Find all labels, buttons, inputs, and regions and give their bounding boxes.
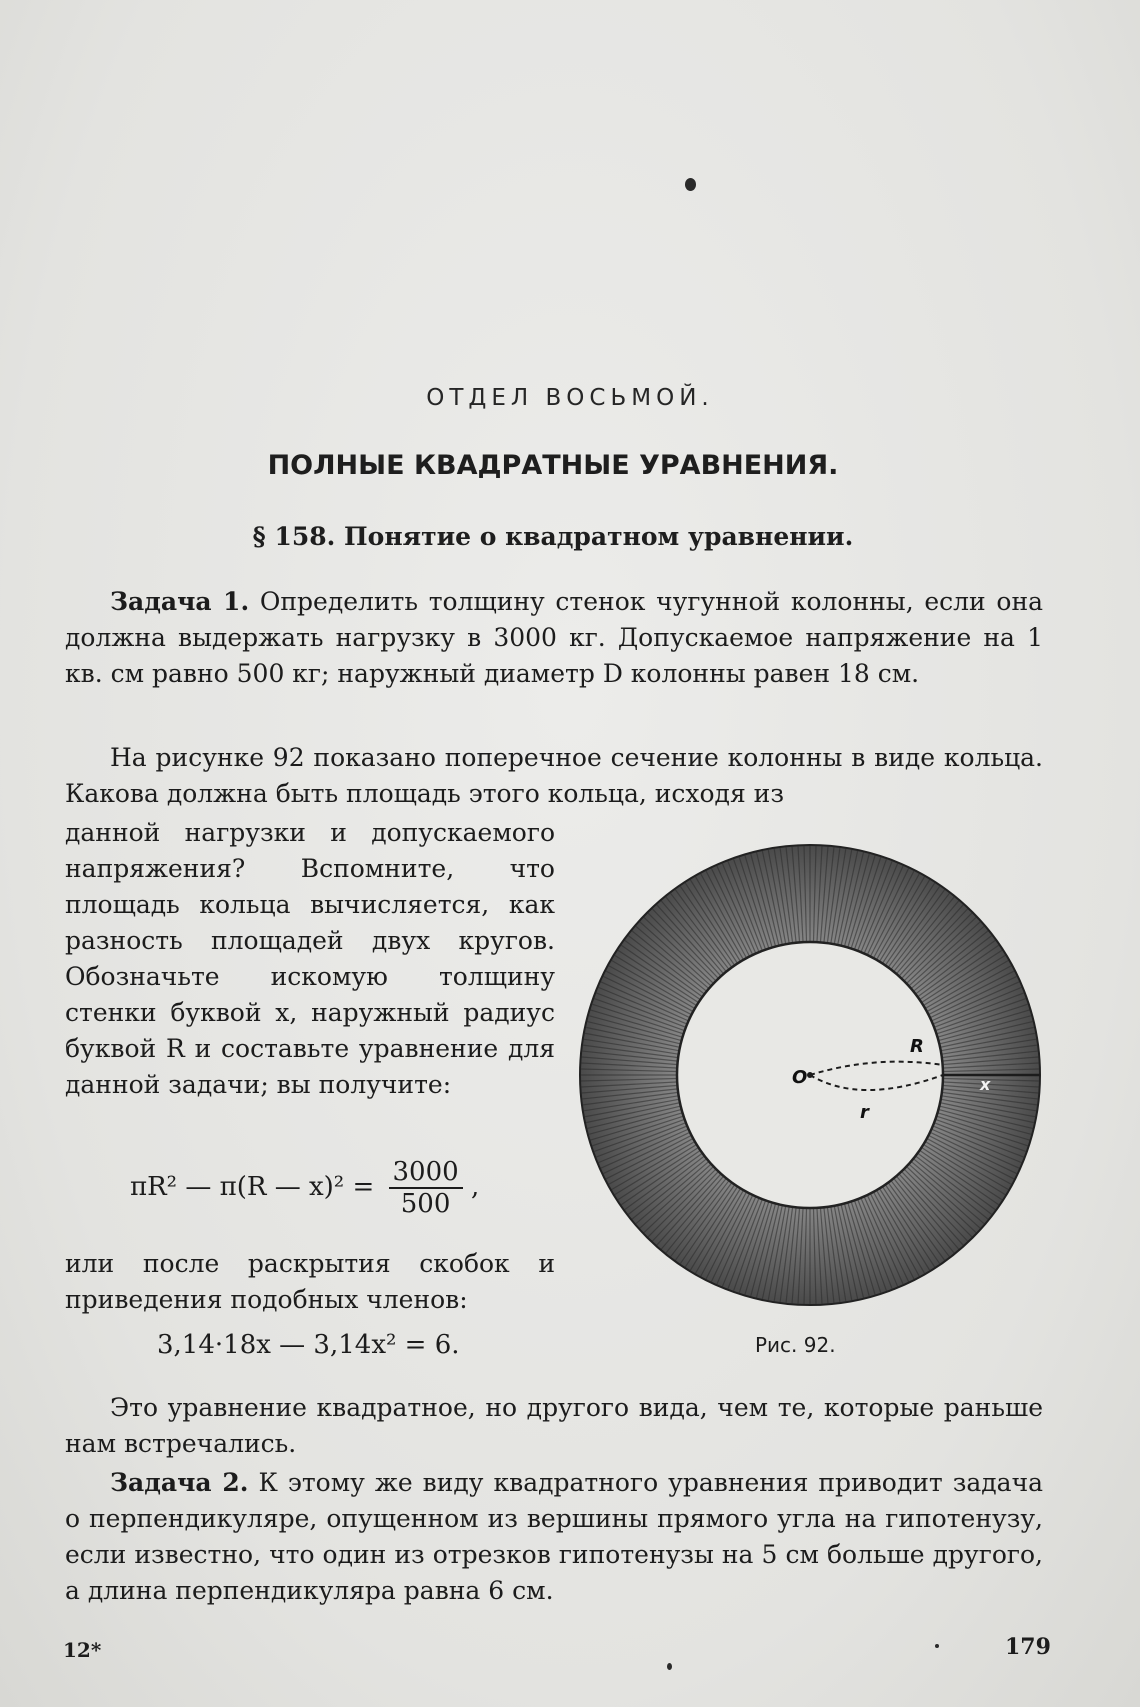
formula-2: 3,14·18x — 3,14x² = 6. <box>157 1330 460 1360</box>
problem-1-label: Задача 1. <box>110 587 250 616</box>
problem-2-text: К этому же виду квадратного уравнения приводит задача о перпендикуляре, опущенном из вершины прямого угла на гипотенузу, если известно, что один из отрезков гипотенузы на 5 см больше другого, а длина перпендикуляра равна 6 см. <box>65 1468 1043 1605</box>
problem-1-text: Определить толщину стенок чугунной колонны, если она должна выдержать нагрузку в 3000 кг. Допускаемое напряжение на 1 кв. см равно 500 кг; наружный диаметр D колонны равен 18 см. <box>65 587 1044 688</box>
formula-1 <box>130 1157 479 1219</box>
signature-mark: 12* <box>63 1638 102 1662</box>
figure-caption: Рис. 92. <box>755 1333 836 1357</box>
page-number: 179 <box>1005 1634 1051 1660</box>
problem-1 <box>65 584 1043 692</box>
label-R: R <box>910 1036 924 1057</box>
paragraph-2-wrap: данной нагрузки и допускаемого напряжения? Вспомните, что площадь кольца вычисляется, как разность площадей двух кругов. Обозначьте искомую толщину стенки буквой x, наружный радиус буквой R и составьте уравнение для данной задачи; вы получите: <box>65 818 555 1099</box>
chapter-title: ПОЛНЫЕ КВАДРАТНЫЕ УРАВНЕНИЯ. <box>267 450 839 481</box>
problem-2-label: Задача 2. <box>110 1468 249 1497</box>
paragraph-4: Это уравнение квадратное, но другого вида, чем те, которые раньше нам встречались. <box>65 1393 1043 1458</box>
ink-speck <box>935 1644 939 1648</box>
paragraph-title: § 158. Понятие о квадратном уравнении. <box>252 522 854 551</box>
ring-figure <box>575 840 1045 1310</box>
formula-1-tail: , <box>470 1172 480 1202</box>
ink-speck <box>685 178 696 191</box>
ink-speck <box>667 1663 672 1670</box>
formula-1-numerator: 3000 <box>389 1157 463 1189</box>
formula-1-fraction <box>389 1157 463 1219</box>
section-label: ОТДЕЛ ВОСЬМОЙ. <box>426 385 714 411</box>
paragraph-3: или после раскрытия скобок и приведения подобных членов: <box>65 1249 555 1314</box>
paragraph-2: На рисунке 92 показано поперечное сечение колонны в виде кольца. Какова должна быть площадь этого кольца, исходя из <box>65 743 1043 808</box>
formula-1-denominator: 500 <box>400 1189 451 1219</box>
problem-2 <box>65 1465 1043 1609</box>
label-r: r <box>860 1102 869 1123</box>
label-O: O <box>792 1067 808 1088</box>
formula-1-lhs: πR² — π(R — x)² = <box>130 1172 375 1202</box>
label-x: x <box>980 1075 991 1094</box>
